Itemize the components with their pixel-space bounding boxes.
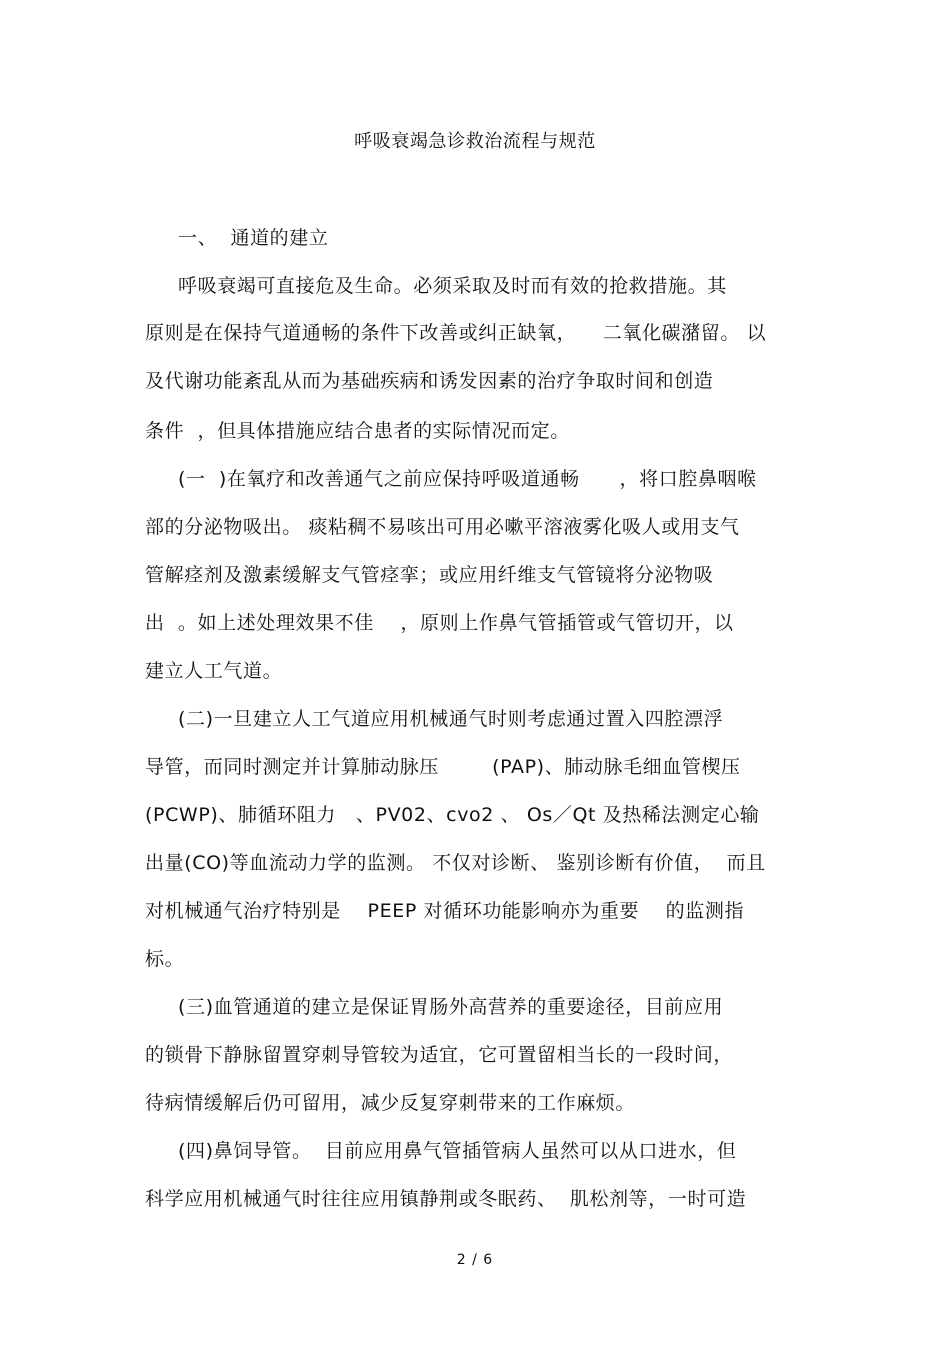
paragraph-line: 呼吸衰竭可直接危及生命。必须采取及时而有效的抢救措施。其	[178, 275, 727, 297]
paragraph-line: 导管，而同时测定并计算肺动脉压 (PAP)、肺动脉毛细血管楔压	[145, 756, 741, 778]
paragraph-line: (一 )在氧疗和改善通气之前应保持呼吸道通畅 ，将口腔鼻咽喉	[178, 468, 757, 490]
paragraph-line: 标。	[145, 948, 185, 970]
paragraph-line: 待病情缓解后仍可留用，减少反复穿刺带来的工作麻烦。	[145, 1092, 636, 1114]
section-heading: 一、 通道的建立	[178, 227, 329, 249]
paragraph-line: (四)鼻饲导管。 目前应用鼻气管插管病人虽然可以从口进水，但	[178, 1140, 737, 1162]
paragraph-line: 对机械通气治疗特别是 PEEP 对循环功能影响亦为重要 的监测指	[145, 900, 745, 922]
paragraph-line: 及代谢功能紊乱从而为基础疾病和诱发因素的治疗争取时间和创造	[145, 370, 714, 392]
paragraph-line: (PCWP)、肺循环阻力 、PV02、cvo2 、 Os／Qt 及热稀法测定心输	[145, 804, 760, 826]
document-title: 呼吸衰竭急诊救治流程与规范	[354, 131, 596, 152]
paragraph-line: 条件 ，但具体措施应结合患者的实际情况而定。	[145, 420, 570, 442]
paragraph-line: (二)一旦建立人工气道应用机械通气时则考虑通过置入四腔漂浮	[178, 708, 724, 730]
paragraph-line: 建立人工气道。	[145, 660, 283, 682]
paragraph-line: 的锁骨下静脉留置穿刺导管较为适宜，它可置留相当长的一段时间，	[145, 1044, 734, 1066]
paragraph-line: 管解痉剂及激素缓解支气管痉挛；或应用纤维支气管镜将分泌物吸	[145, 564, 714, 586]
paragraph-line: 科学应用机械通气时往往应用镇静荆或冬眠药、 肌松剂等，一时可造	[145, 1188, 747, 1210]
paragraph-line: 出 。如上述处理效果不佳 ，原则上作鼻气管插管或气管切开，以	[145, 612, 734, 634]
paragraph-line: 原则是在保持气道通畅的条件下改善或纠正缺氧， 二氧化碳潴留。 以	[145, 322, 767, 344]
paragraph-line: 部的分泌物吸出。 痰粘稠不易咳出可用必嗽平溶液雾化吸人或用支气	[145, 516, 740, 538]
paragraph-line: (三)血管通道的建立是保证胃肠外高营养的重要途径，目前应用	[178, 996, 724, 1018]
paragraph-line: 出量(CO)等血流动力学的监测。 不仅对诊断、 鉴别诊断有价值， 而且	[145, 852, 766, 874]
page-number: 2 / 6	[456, 1252, 494, 1268]
